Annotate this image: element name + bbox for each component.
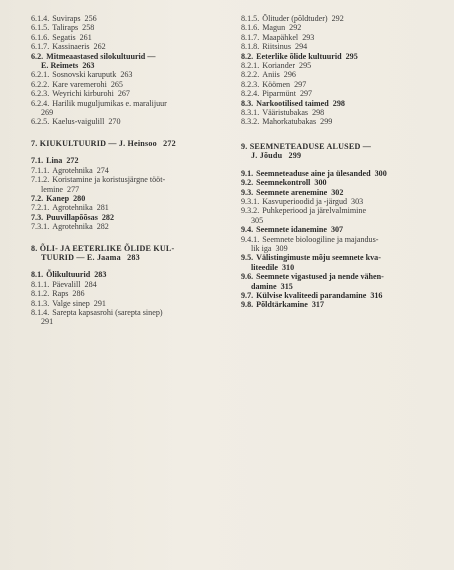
toc-entry-title: Kasvuperioodid ja -järgud — [262, 196, 348, 206]
toc-entry-title: Eeterlike õlide kultuurid — [256, 51, 342, 61]
toc-entry — [241, 235, 446, 244]
toc-entry — [241, 188, 446, 197]
chapter-page: 283 — [127, 252, 140, 262]
toc-entry — [241, 206, 446, 215]
toc-entry-title: Seemneteaduse aine ja ülesanded — [256, 168, 371, 178]
toc-list-6 — [31, 14, 216, 127]
toc-entry — [31, 33, 216, 42]
toc-entry — [241, 14, 446, 23]
toc-entry-title: Seemnete idanemine — [256, 225, 327, 235]
toc-entry — [241, 33, 446, 42]
toc-entry-page: 293 — [302, 32, 315, 42]
toc-entry — [31, 222, 216, 231]
toc-entry-page: 263 — [82, 61, 95, 71]
toc-entry-title: Valge sinep — [52, 298, 90, 308]
toc-entry — [31, 299, 216, 308]
toc-entry-page: 256 — [84, 14, 97, 23]
toc-left-column — [31, 14, 216, 327]
toc-entry-title: Sarepta kapsasrohi (sarepta sinep) — [52, 307, 163, 317]
toc-entry-title: Koriander — [262, 61, 296, 71]
toc-entry — [241, 244, 446, 253]
toc-entry-page: 267 — [117, 89, 130, 99]
toc-entry-title: liteedile — [251, 262, 278, 272]
chapter-page: 272 — [163, 138, 176, 148]
toc-entry — [241, 272, 446, 281]
toc-entry — [31, 14, 216, 23]
toc-entry-number: 8.1.1. — [31, 279, 50, 289]
toc-entry — [31, 270, 216, 279]
toc-entry — [241, 61, 446, 70]
toc-entry-page: 297 — [299, 89, 313, 99]
toc-entry-number: 9.4. — [241, 225, 254, 235]
toc-entry-title: Välistingimuste mõju seemnete kva- — [256, 253, 381, 263]
toc-entry-number: 6.2. — [31, 51, 44, 61]
chapter-page: 299 — [288, 151, 302, 161]
toc-entry-page: 294 — [295, 42, 308, 52]
toc-entry-title: Piparmünt — [262, 89, 296, 99]
toc-entry — [31, 213, 216, 222]
toc-entry-page: 292 — [289, 23, 302, 33]
toc-entry-page: 282 — [96, 222, 109, 232]
toc-entry-number: 8.3.2. — [241, 117, 260, 127]
toc-entry-title: Agrotehnika — [52, 203, 93, 213]
toc-entry-number: 8.1. — [31, 270, 44, 280]
toc-entry-page: 307 — [330, 225, 344, 235]
toc-entry-number: 6.2.4. — [31, 98, 50, 108]
chapter-title: 8. ÕLI- JA EETERLIKE ÕLIDE KUL- — [31, 243, 175, 253]
toc-entry-number: 8.2.2. — [241, 70, 260, 80]
toc-entry — [31, 80, 216, 89]
toc-entry — [31, 108, 216, 117]
toc-entry-number: 9.6. — [241, 272, 254, 282]
toc-entry-number: 8.1.6. — [241, 23, 260, 33]
chapter-title: 9. SEEMNETEADUSE ALUSED — — [241, 141, 372, 151]
toc-entry-title: Agrotehnika — [52, 165, 93, 175]
toc-entry — [31, 308, 216, 317]
toc-entry-number: 9.7. — [241, 290, 254, 300]
toc-entry — [31, 166, 216, 175]
toc-entry-number: 6.1.4. — [31, 14, 50, 23]
toc-entry-page: 283 — [94, 270, 107, 280]
toc-entry-title: Köömen — [262, 79, 291, 89]
toc-entry-title: 269 — [41, 108, 54, 118]
toc-entry — [241, 108, 446, 117]
toc-entry-number: 7.1. — [31, 156, 44, 166]
toc-entry — [241, 89, 446, 98]
toc-entry-page: 270 — [108, 117, 121, 127]
toc-entry-title: Mitmeaastased silokultuurid — — [46, 51, 156, 61]
toc-entry — [31, 175, 216, 184]
toc-entry-title: Aniis — [262, 70, 280, 80]
toc-entry-title: E. Reimets — [41, 61, 79, 71]
toc-entry-title: Narkootilised taimed — [256, 98, 329, 108]
toc-entry-title: Harilik muguljumikas e. maralijuur — [52, 98, 167, 108]
toc-entry-title: Magun — [262, 23, 286, 33]
toc-entry-number: 6.1.6. — [31, 32, 50, 42]
toc-entry — [241, 23, 446, 32]
toc-entry-number: 8.1.7. — [241, 32, 260, 42]
toc-entry-number: 8.3. — [241, 98, 254, 108]
toc-entry-title: Õlikultuurid — [46, 270, 91, 280]
toc-entry-title: Agrotehnika — [52, 222, 93, 232]
toc-right-column — [241, 14, 446, 310]
toc-entry — [31, 185, 216, 194]
toc-entry-number: 8.2.3. — [241, 79, 260, 89]
toc-entry-page: 298 — [312, 108, 325, 118]
toc-entry-title: Seemnete vigastused ja nende vähen- — [256, 272, 384, 282]
toc-entry-page: 298 — [332, 98, 345, 108]
toc-list-7 — [31, 156, 216, 231]
toc-entry — [241, 263, 446, 272]
toc-entry-number: 8.2.1. — [241, 61, 260, 71]
toc-entry — [241, 216, 446, 225]
toc-entry-page: 299 — [320, 117, 333, 127]
toc-entry-page: 262 — [93, 42, 106, 52]
toc-entry — [241, 117, 446, 126]
toc-entry-page: 258 — [82, 23, 95, 33]
toc-entry — [31, 280, 216, 289]
toc-entry-page: 300 — [314, 178, 327, 188]
chapter-heading-8-cont — [31, 253, 216, 262]
toc-entry-title: lemine — [41, 184, 64, 194]
toc-entry-number: 9.3. — [241, 187, 254, 197]
toc-entry — [241, 300, 446, 309]
toc-entry-title: Raps — [52, 289, 69, 299]
toc-entry-page: 302 — [331, 187, 344, 197]
toc-entry — [241, 253, 446, 262]
toc-entry-number: 8.1.5. — [241, 14, 260, 23]
toc-entry-number: 7.1.1. — [31, 165, 50, 175]
chapter-heading-9 — [241, 142, 446, 151]
toc-entry-number: 9.5. — [241, 253, 254, 263]
toc-entry-number: 9.4.1. — [241, 234, 260, 244]
toc-entry-page: 263 — [120, 70, 133, 80]
toc-entry-number: 8.1.2. — [31, 289, 50, 299]
toc-entry-title: Riitsinus — [262, 42, 292, 52]
toc-entry-number: 8.2.4. — [241, 89, 260, 99]
toc-entry-title: Külvise kvaliteedi parandamine — [256, 290, 367, 300]
toc-entry-title: Seemnete bioloogiline ja majandus- — [262, 234, 379, 244]
toc-entry-title: Kaelus-vaigulill — [52, 117, 105, 127]
toc-entry-page: 265 — [110, 79, 123, 89]
toc-entry — [241, 70, 446, 79]
toc-entry — [31, 99, 216, 108]
toc-entry-number: 7.3. — [31, 212, 44, 222]
toc-entry-page: 295 — [299, 61, 312, 71]
toc-entry — [241, 169, 446, 178]
toc-entry-page: 297 — [294, 79, 307, 89]
toc-entry-page: 274 — [96, 165, 109, 175]
toc-entry-title: Mahorkatubakas — [262, 117, 317, 127]
toc-entry-title: Kassinaeris — [52, 42, 90, 52]
chapter-title-cont: TUURID — [41, 252, 75, 262]
toc-entry — [241, 282, 446, 291]
toc-entry-page: 291 — [93, 298, 106, 308]
toc-entry — [31, 42, 216, 51]
toc-entry-page: 261 — [79, 32, 92, 42]
toc-list-9 — [241, 169, 446, 310]
toc-entry-number: 7.1.2. — [31, 175, 50, 185]
toc-entry-number: 6.2.2. — [31, 79, 50, 89]
toc-entry-number: 8.3.1. — [241, 108, 260, 118]
chapter-author: — E. Jaama — [76, 252, 121, 262]
toc-entry-title: lik iga — [251, 243, 272, 253]
toc-entry-number: 6.1.7. — [31, 42, 50, 52]
toc-entry-title: Sosnovski karuputk — [52, 70, 117, 80]
chapter-heading-8 — [31, 244, 216, 253]
toc-entry-number: 9.3.1. — [241, 196, 260, 206]
toc-entry-page: 272 — [66, 156, 79, 166]
toc-entry-title: 305 — [251, 215, 264, 225]
chapter-author: — J. Heinsoo — [108, 138, 157, 148]
toc-entry — [241, 225, 446, 234]
toc-entry-page: 303 — [351, 196, 364, 206]
toc-entry — [241, 197, 446, 206]
toc-entry-number: 8.1.8. — [241, 42, 260, 52]
toc-list-8 — [31, 270, 216, 326]
toc-entry-page: 296 — [283, 70, 296, 80]
toc-entry-number: 6.2.3. — [31, 89, 50, 99]
chapter-title: 7. KIUKULTUURID — [31, 138, 107, 148]
toc-entry-title: Segatis — [52, 32, 76, 42]
toc-entry — [241, 178, 446, 187]
toc-entry — [31, 194, 216, 203]
toc-entry-title: Kanep — [46, 193, 70, 203]
toc-entry-page: 317 — [311, 300, 324, 310]
toc-entry-number: 9.2. — [241, 178, 254, 188]
toc-entry-title: Suviraps — [52, 14, 81, 23]
chapter-heading-9-cont — [241, 151, 446, 160]
toc-entry-title: Põldtärkamine — [256, 300, 308, 310]
toc-entry-title: 291 — [41, 317, 54, 327]
toc-entry-title: Maapähkel — [262, 32, 299, 42]
toc-entry — [31, 52, 216, 61]
toc-entry-page: 315 — [280, 281, 293, 291]
chapter-author: J. Jõudu — [251, 151, 283, 161]
toc-entry-number: 7.2.1. — [31, 203, 50, 213]
toc-entry-page: 277 — [67, 184, 80, 194]
toc-entry — [241, 42, 446, 51]
toc-entry — [31, 156, 216, 165]
toc-entry-title: Vääristubakas — [262, 108, 309, 118]
chapter-heading-7 — [31, 139, 216, 148]
toc-entry — [31, 117, 216, 126]
toc-entry-title: Päevalill — [52, 279, 81, 289]
toc-entry-page: 310 — [281, 262, 295, 272]
toc-entry-number: 8.1.3. — [31, 298, 50, 308]
toc-entry-number: 6.2.5. — [31, 117, 50, 127]
toc-entry-title: Seemnete arenemine — [256, 187, 328, 197]
toc-entry-number: 9.3.2. — [241, 206, 260, 216]
toc-entry-page: 316 — [370, 290, 383, 300]
toc-entry-title: Seemnekontroll — [256, 178, 311, 188]
toc-list-8-cont — [241, 14, 446, 127]
toc-entry-number: 7.3.1. — [31, 222, 50, 232]
toc-entry — [241, 52, 446, 61]
toc-entry-page: 286 — [72, 289, 85, 299]
toc-entry-number: 9.8. — [241, 300, 254, 310]
toc-entry — [31, 203, 216, 212]
toc-entry — [31, 23, 216, 32]
toc-entry-page: 300 — [374, 168, 387, 178]
toc-entry-number: 8.2. — [241, 51, 254, 61]
toc-entry-title: Õlituder (põldtuder) — [262, 14, 328, 23]
toc-entry-number: 7.2. — [31, 193, 44, 203]
toc-entry — [241, 80, 446, 89]
toc-entry — [241, 99, 446, 108]
toc-entry — [241, 291, 446, 300]
toc-entry — [31, 289, 216, 298]
toc-entry — [31, 89, 216, 98]
toc-entry — [31, 317, 216, 326]
toc-entry-title: Koristamine ja koristusjärgne tööt- — [52, 175, 166, 185]
toc-entry-title: Lina — [46, 156, 63, 166]
toc-entry-page: 281 — [96, 203, 109, 213]
toc-entry-title: Puuvillapõõsas — [46, 212, 98, 222]
toc-entry-title: Weyrichi kirburohi — [52, 89, 114, 99]
toc-entry-page: 292 — [331, 14, 344, 23]
toc-entry-number: 8.1.4. — [31, 307, 50, 317]
toc-entry-page: 280 — [73, 193, 86, 203]
toc-entry-title: damine — [251, 281, 277, 291]
toc-entry-page: 295 — [345, 51, 358, 61]
toc-entry-page: 309 — [275, 243, 288, 253]
toc-entry — [31, 70, 216, 79]
toc-entry-number: 6.1.5. — [31, 23, 50, 33]
toc-entry-title: Puhkeperiood ja järelvalmimine — [262, 206, 367, 216]
toc-entry-page: 282 — [101, 212, 115, 222]
toc-entry-page: 284 — [84, 279, 97, 289]
toc-entry-title: Kare varemerohi — [52, 79, 107, 89]
toc-entry — [31, 61, 216, 70]
toc-entry-title: Taliraps — [52, 23, 79, 33]
toc-entry-number: 9.1. — [241, 168, 254, 178]
toc-entry-number: 6.2.1. — [31, 70, 50, 80]
